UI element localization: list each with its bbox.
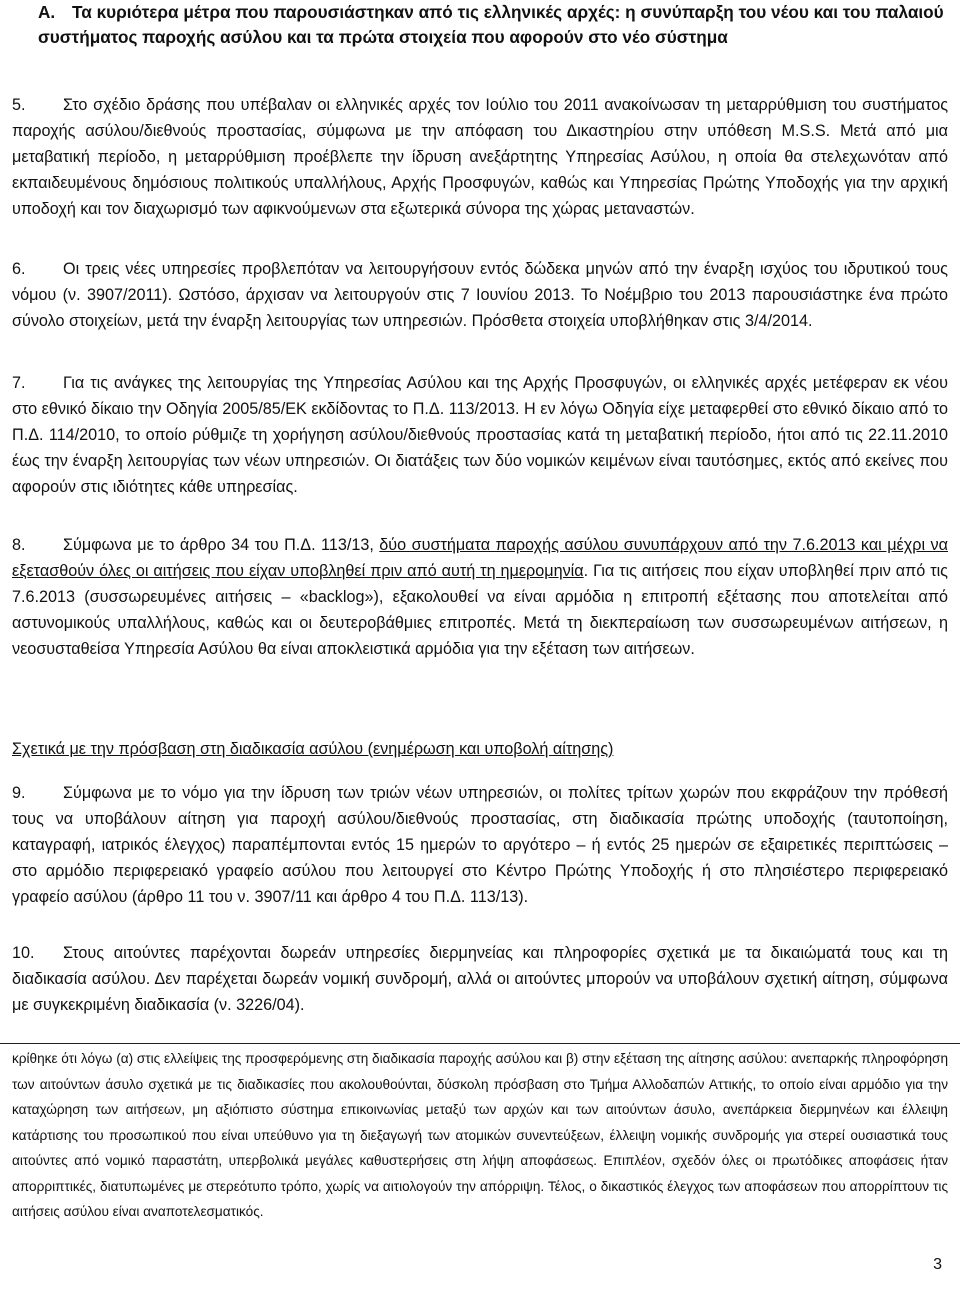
section-label: A.: [38, 2, 56, 22]
paragraph-text-end: . Για τις αιτήσεις που είχαν υποβληθεί πριν από τις 7.6.2013 (συσσωρευμένες αιτήσεις – «backlog»), εξακολουθεί να είναι αρμόδια η επιτροπή εξέτασης που αποτελείται από αστυνομικούς υπαλλήλους, καθώς και οι δευτεροβάθμιες επιτροπές. Μετά τη διεκπεραίωση των συσσωρευμένων αιτήσεων, η νεοσυσταθείσα Υπηρεσία Ασύλου θα είναι αποκλειστικά αρμόδια για την εξέταση των αιτήσεων.: [12, 562, 948, 658]
section-heading: [38, 0, 950, 50]
page-number: 3: [933, 1256, 942, 1273]
footnote-text: κρίθηκε ότι λόγω (α) στις ελλείψεις της προσφερόμενης στη διαδικασία παροχής ασύλου και β) στην εξέταση της αίτησης ασύλου: ανεπαρκής πληροφόρηση των αιτούντων άσυλο σχετικά με τις διαδικασίες που ακολουθούνται, δύσκολη πρόσβαση στο Τμήμα Αλλοδαπών Αττικής, το οποίο είναι αρμόδιο για την καταχώρηση των αιτήσεων, μη αξιόπιστο σύστημα επικοινωνίας μεταξύ των αρχών και των αιτούντων άσυλο, ανεπάρκεια διερμηνέων και έλλειψη κατάρτισης του προσωπικού που είναι υπεύθυνο για τη διεξαγωγή των ατομικών συνεντεύξεων, έλλειψη νομικής συνδρομής για στερεί ουσιαστικά τους αιτούντες από νομικό παραστάτη, υπερβολικά μεγάλες καθυστερήσεις στη λήψη αποφάσεως. Επιπλέον, σχεδόν όλες οι πρωτόδικες αποφάσεις ήταν απορριπτικές, διατυπωμένες με στερεότυπο τρόπο, χωρίς να αιτιολογούν την απόρριψη. Τέλος, ο δικαστικός έλεγχος των αποφάσεων που απορρίπτουν τις αιτήσεις ασύλου είναι αναποτελεσματικός.: [12, 1051, 948, 1219]
paragraph-10: [12, 940, 948, 1018]
paragraph-text: Στους αιτούντες παρέχονται δωρεάν υπηρεσίες διερμηνείας και πληροφορίες σχετικά με τα δικαιώματά τους και τη διαδικασία ασύλου. Δεν παρέχεται δωρεάν νομική συνδρομή, αλλά οι αιτούντες μπορούν να υποβάλουν σχετική αίτηση, σύμφωνα με συγκεκριμένη διαδικασία (ν. 3226/04).: [12, 944, 948, 1014]
paragraph-5: [12, 92, 948, 222]
paragraph-9: [12, 780, 948, 910]
paragraph-text-underlined: δύο συστήματα παροχής ασύλου συνυπάρχουν από την 7.6.2013 και μέχρι να εξετασθούν όλες οι αιτήσεις που είχαν υποβληθεί πριν από αυτή τη ημερομηνία: [12, 536, 948, 580]
paragraph-number: 7.: [12, 374, 26, 392]
paragraph-text-start: Σύμφωνα με το άρθρο 34 του Π.Δ. 113/13,: [63, 536, 380, 554]
section-subheading: Σχετικά με την πρόσβαση στη διαδικασία ασύλου (ενημέρωση και υποβολή αίτησης): [12, 740, 614, 758]
paragraph-text: Στο σχέδιο δράσης που υπέβαλαν οι ελληνικές αρχές τον Ιούλιο του 2011 ανακοίνωσαν τη μεταρρύθμιση του συστήματος παροχής ασύλου/διεθνούς προστασίας, σύμφωνα με την απόφαση του Δικαστηρίου στην υπόθεση M.S.S. Μετά από μια μεταβατική περίοδο, η μεταρρύθμιση προέβλεπε την ίδρυση ανεξάρτητης Υπηρεσίας Ασύλου, η οποία θα στελεχωνόταν από εκπαιδευμένους δημόσιους πολιτικούς υπαλλήλους, Αρχής Προσφυγών, καθώς και Υπηρεσίας Πρώτης Υποδοχής για την αρχική υποδοχή και τον διαχωρισμό των αφικνούμενων στα εξωτερικά σύνορα της χώρας μεταναστών.: [12, 96, 948, 218]
paragraph-7: [12, 370, 948, 500]
paragraph-number: 9.: [12, 784, 26, 802]
paragraph-number: 8.: [12, 536, 26, 554]
paragraph-text: Για τις ανάγκες της λειτουργίας της Υπηρεσίας Ασύλου και της Αρχής Προσφυγών, οι ελληνικές αρχές μετέφεραν εκ νέου στο εθνικό δίκαιο την Οδηγία 2005/85/ΕΚ εκδίδοντας το Π.Δ. 113/2013. Η εν λόγω Οδηγία είχε μεταφερθεί στο εθνικό δίκαιο από το Π.Δ. 114/2010, το οποίο ρύθμιζε τη χορήγηση ασύλου/διεθνούς προστασίας κατά τη μεταβατική περίοδο, ήτοι από τις 22.11.2010 έως την έναρξη λειτουργίας των νέων υπηρεσιών. Οι διατάξεις των δύο νομικών κειμένων είναι ταυτόσημες, εκτός από εκείνες που αφορούν στις ιδιότητες κάθε υπηρεσίας.: [12, 374, 948, 496]
footnote-divider: [0, 1043, 960, 1044]
paragraph-number: 6.: [12, 260, 26, 278]
section-title: Τα κυριότερα μέτρα που παρουσιάστηκαν από τις ελληνικές αρχές: η συνύπαρξη του νέου και του παλαιού συστήματος παροχής ασύλου και τα πρώτα στοιχεία που αφορούν στο νέο σύστημα: [38, 2, 944, 47]
paragraph-text: Οι τρεις νέες υπηρεσίες προβλεπόταν να λειτουργήσουν εντός δώδεκα μηνών από την έναρξη ισχύος του ιδρυτικού τους νόμου (ν. 3907/2011). Ωστόσο, άρχισαν να λειτουργούν στις 7 Ιουνίου 2013. Το Νοέμβριο του 2013 παρουσιάστηκε ένα πρώτο σύνολο στοιχείων, μετά την έναρξη λειτουργίας των υπηρεσιών. Πρόσθετα στοιχεία υποβλήθηκαν στις 3/4/2014.: [12, 260, 948, 330]
paragraph-text: Σύμφωνα με το νόμο για την ίδρυση των τριών νέων υπηρεσιών, οι πολίτες τρίτων χωρών που εκφράζουν την πρόθεσή τους να υποβάλουν αίτηση για παροχή ασύλου/διεθνούς προστασίας, στη διαδικασία πρώτης υποδοχής (ταυτοποίηση, καταγραφή, ιατρικός έλεγχος) παραπέμπονται εντός 15 ημερών το αργότερο – ή εντός 25 ημερών σε εξαιρετικές περιπτώσεις – στο αρμόδιο περιφερειακό γραφείο ασύλου που λειτουργεί στο Κέντρο Πρώτης Υποδοχής ή στο πλησιέστερο περιφερειακό γραφείο ασύλου (άρθρο 11 του ν. 3907/11 και άρθρο 4 του Π.Δ. 113/13).: [12, 784, 948, 906]
paragraph-8: [12, 532, 948, 662]
paragraph-number: 5.: [12, 96, 26, 114]
paragraph-number: 10.: [12, 944, 35, 962]
paragraph-6: [12, 256, 948, 334]
